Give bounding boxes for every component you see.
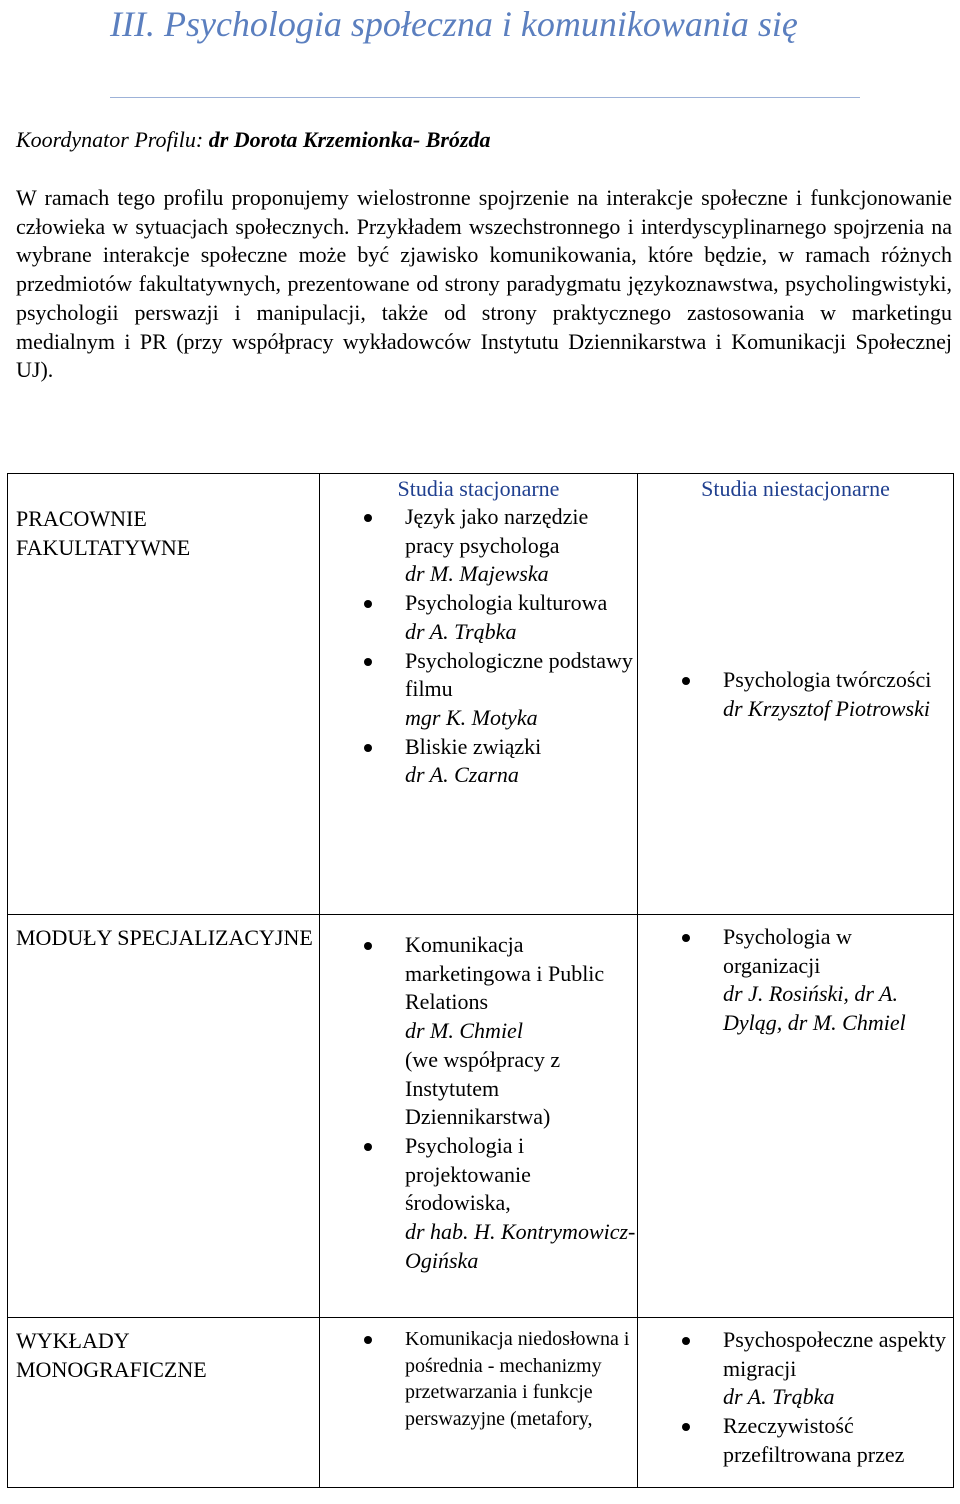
title-underline — [110, 97, 860, 98]
course-note: (we współpracy z Instytutem Dziennikarstwa) — [405, 1046, 561, 1130]
teacher-name: dr M. Chmiel — [405, 1018, 523, 1044]
course-name: Rzeczywistość przefiltrowana przez — [723, 1413, 905, 1467]
list-niestacjonarne-moduly — [638, 923, 953, 1038]
table-row — [8, 1318, 954, 1488]
row-label-moduly: MODUŁY SPECJALIZACYJNE — [8, 915, 320, 1318]
coordinator-label: Koordynator Profilu: — [16, 127, 204, 152]
course-name: Psychologia kulturowa — [405, 590, 608, 616]
list-niestacjonarne-wyklady — [638, 1326, 953, 1470]
list-stacjonarne-moduly — [320, 931, 637, 1275]
table-row — [8, 474, 954, 915]
row-label-pracownie: PRACOWNIE FAKULTATYWNE — [8, 474, 320, 915]
cell-niestacjonarne-pracownie — [638, 474, 954, 915]
teacher-name: dr A. Trąbka — [405, 618, 517, 644]
teacher-name: dr J. Rosiński, dr A. Dyląg, dr M. Chmiel — [723, 981, 906, 1036]
course-name: Psychologiczne podstawy filmu — [405, 647, 633, 702]
list-stacjonarne-pracownie — [320, 503, 637, 790]
course-name: Psychospołeczne aspekty migracji — [723, 1327, 946, 1381]
teacher-name: dr hab. H. Kontrymowicz-Ogińska — [405, 1219, 636, 1273]
teacher-name: dr Krzysztof Piotrowski — [723, 695, 930, 721]
list-item — [638, 923, 953, 1038]
course-name: Komunikacja niedosłowna i pośrednia - mechanizmy przetwarzania i funkcje perswazyjne (metafory, — [405, 1328, 630, 1430]
courses-table — [7, 473, 954, 1488]
cell-stacjonarne-moduly — [320, 915, 638, 1318]
list-item — [320, 931, 637, 1132]
list-item — [638, 666, 953, 723]
list-item — [320, 589, 637, 646]
header-niestacjonarne: Studia niestacjonarne — [701, 476, 890, 501]
teacher-name: dr A. Trąbka — [723, 1384, 835, 1410]
list-item — [320, 647, 637, 733]
page-title: III. Psychologia społeczna i komunikowania się — [110, 4, 798, 44]
teacher-name: dr A. Czarna — [405, 762, 519, 788]
list-item — [320, 1326, 637, 1432]
coordinator-line — [16, 127, 491, 153]
table-row — [8, 915, 954, 1318]
course-name: Psychologia i projektowanie środowiska, — [405, 1132, 531, 1216]
course-name: Bliskie związki — [405, 733, 542, 759]
list-niestacjonarne-pracownie — [638, 666, 953, 723]
cell-stacjonarne-pracownie — [320, 474, 638, 915]
teacher-name: dr M. Majewska — [405, 561, 549, 587]
course-name: Język jako narzędzie pracy psychologa — [405, 504, 589, 558]
coordinator-name: dr Dorota Krzemionka- Brózda — [208, 127, 491, 152]
list-stacjonarne-wyklady — [320, 1326, 637, 1432]
teacher-name: mgr K. Motyka — [405, 704, 538, 730]
cell-niestacjonarne-moduly — [638, 915, 954, 1318]
list-item — [638, 1326, 953, 1412]
course-name: Komunikacja marketingowa i Public Relations — [405, 932, 605, 1015]
row-label-wyklady: WYKŁADY MONOGRAFICZNE — [8, 1318, 320, 1488]
cell-niestacjonarne-wyklady — [638, 1318, 954, 1488]
intro-paragraph: W ramach tego profilu proponujemy wielostronne spojrzenie na interakcje społeczne i funkcjonowanie człowieka w sytuacjach społecznych. Przykładem wszechstronnego i interdyscyplinarnego spojrzenia na wybrane interakcje społeczne może być zjawisko komunikowania, które będzie, w ramach różnych przedmiotów fakultatywnych, prezentowane od strony paradygmatu językoznawstwa, psycholingwistyki, psychologii perswazji i manipulacji, także od strony praktycznego zastosowania w marketingu medialnym i PR (przy współpracy wykładowców Instytutu Dziennikarstwa i Komunikacji Społecznej UJ). — [16, 185, 952, 383]
course-name: Psychologia twórczości — [723, 667, 932, 692]
list-item — [638, 1412, 953, 1469]
list-item — [320, 1132, 637, 1276]
list-item — [320, 503, 637, 589]
list-item — [320, 733, 637, 790]
cell-stacjonarne-wyklady — [320, 1318, 638, 1488]
course-name: Psychologia w organizacji — [723, 924, 852, 978]
header-stacjonarne: Studia stacjonarne — [397, 476, 560, 501]
